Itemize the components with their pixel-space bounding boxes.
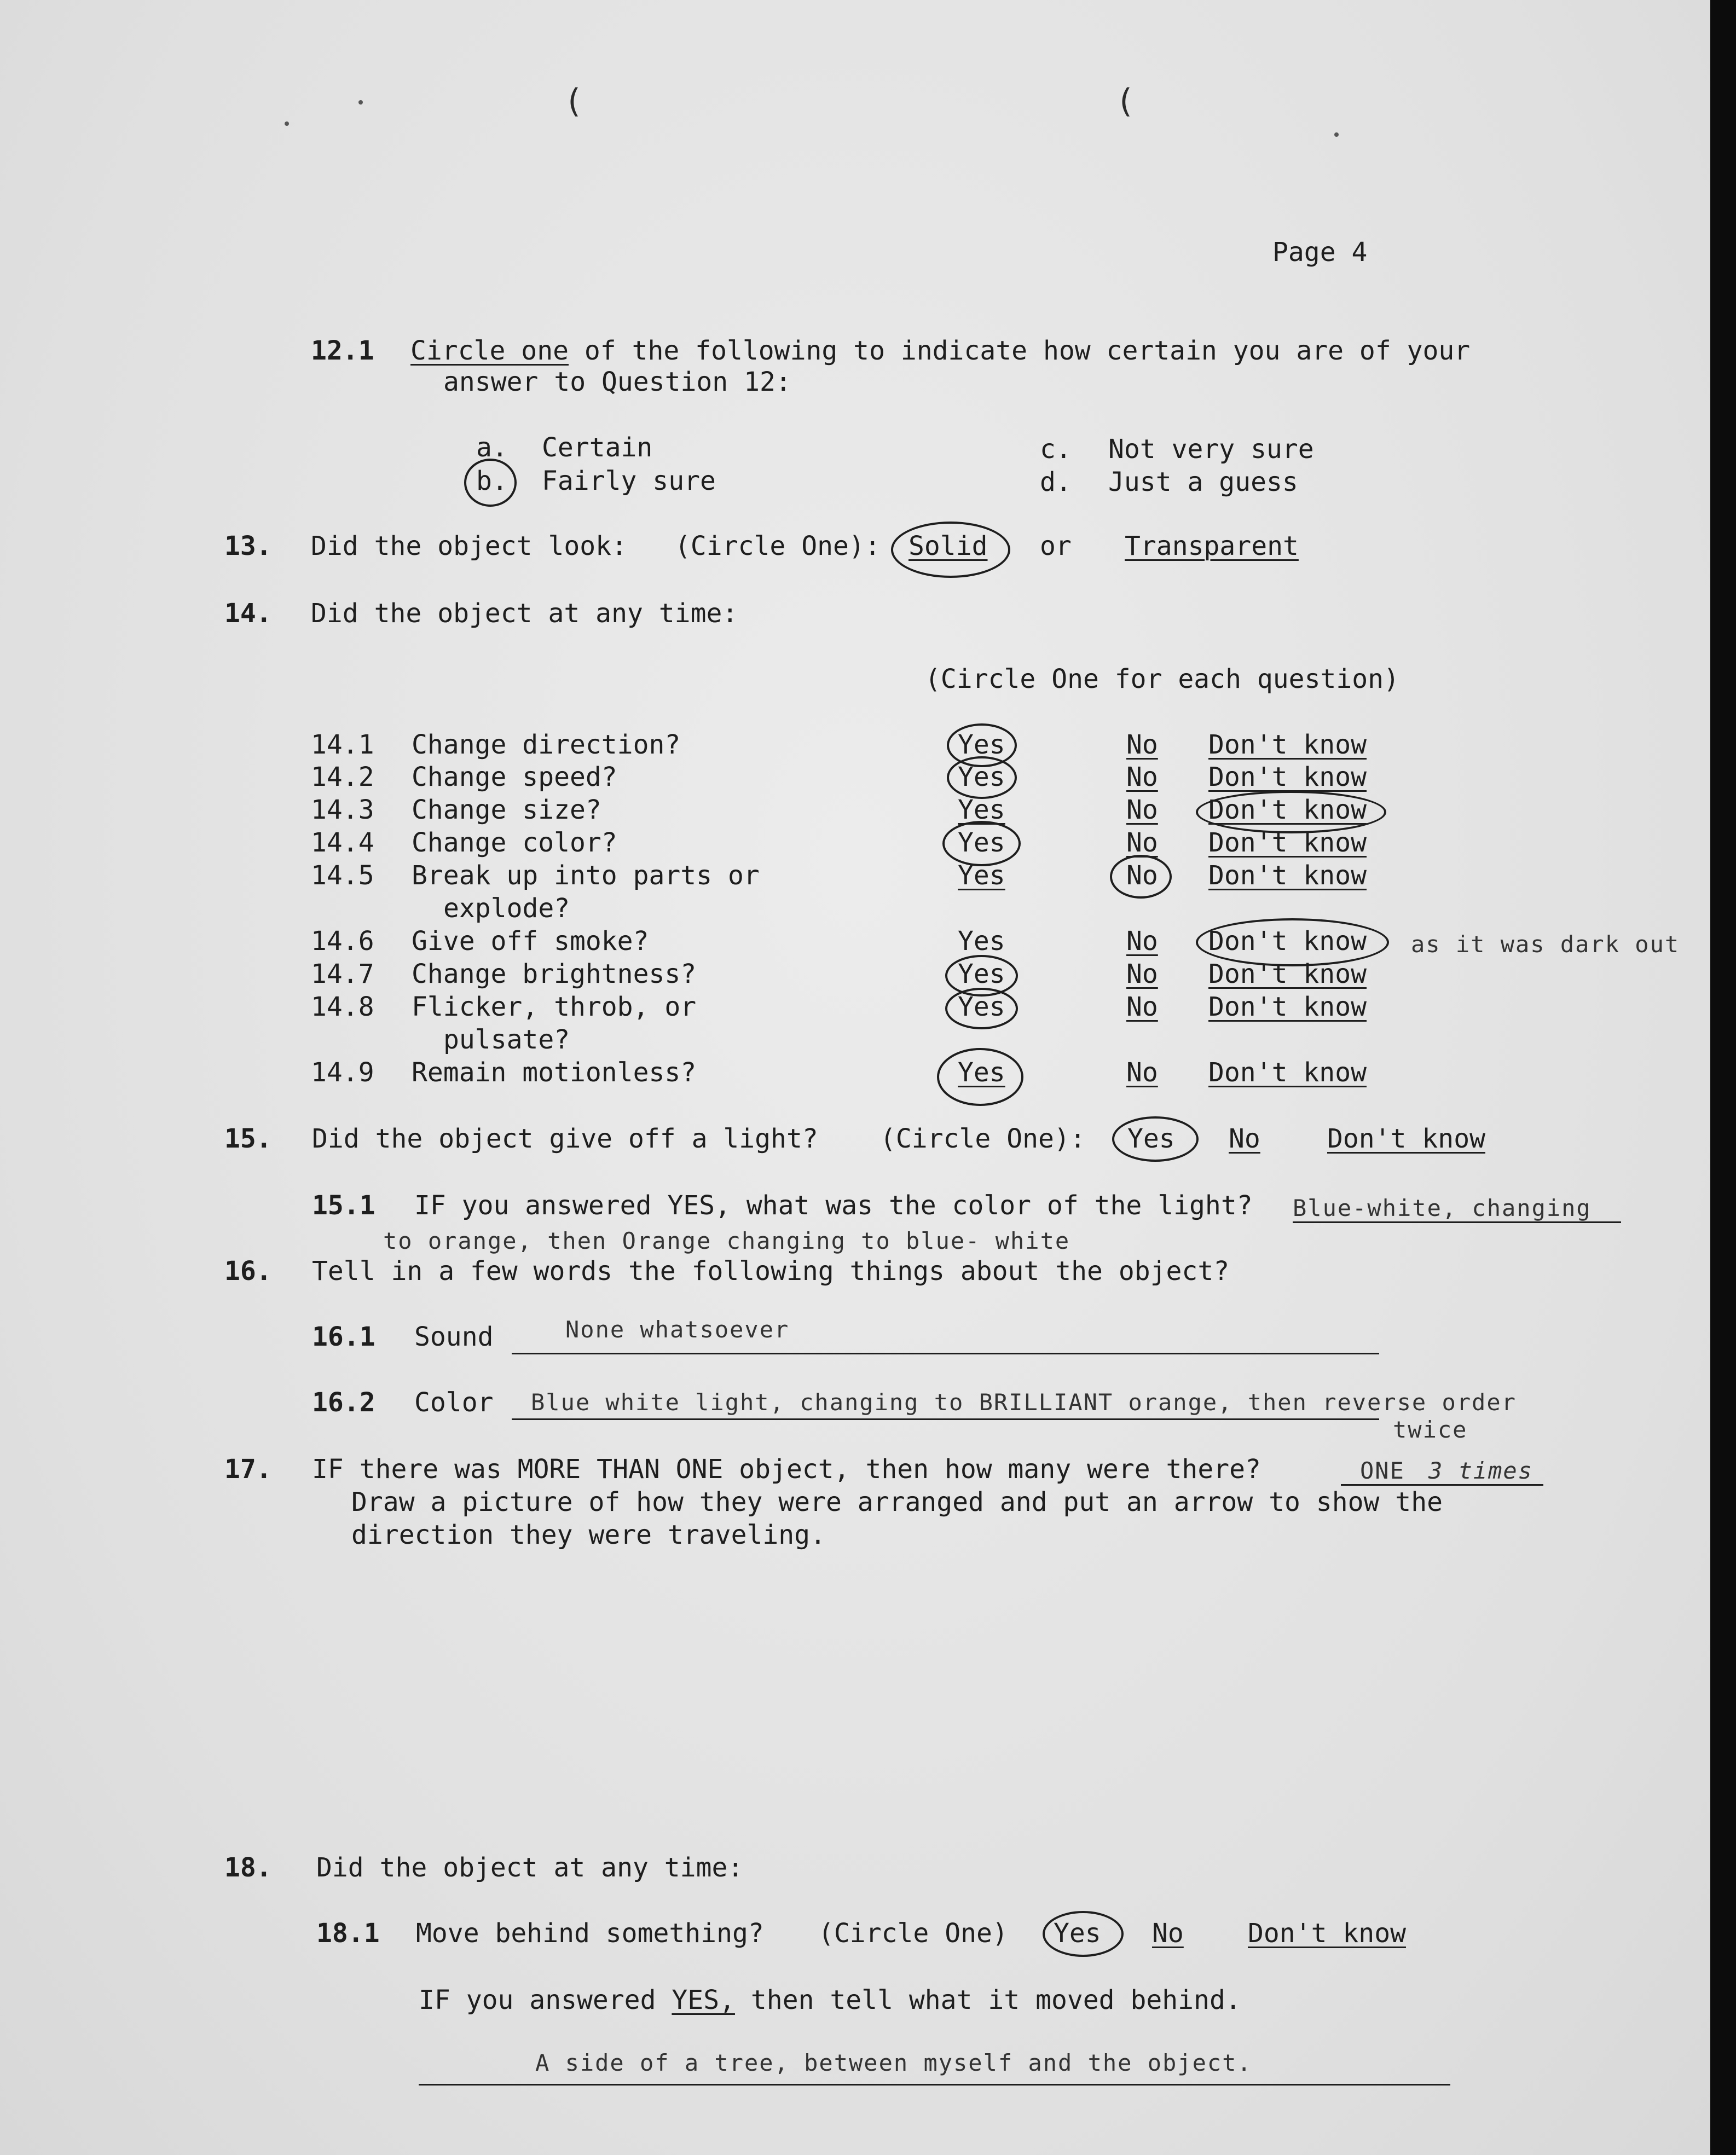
q14-4-yes-circle [942,821,1021,866]
q13-or: or [1040,531,1072,561]
q14-5-number: 14.5 [311,860,374,891]
q12-option-a: Certain [542,432,653,463]
page-label: Page 4 [1272,237,1368,268]
q14-7-question: Change brightness? [412,959,697,989]
q14-9-number: 14.9 [311,1057,374,1088]
q14-7-dontknow: Don't know [1208,959,1367,989]
q15-circle-one: (Circle One): [880,1123,1086,1154]
q13-number: 13. [224,531,272,561]
q12-1-text-line2: answer to Question 12: [443,367,791,397]
q14-6-yes: Yes [958,926,1005,957]
punch-mark-left: ( [564,82,584,120]
q17-answer-line [1341,1484,1543,1486]
q14-5-no-circle [1110,855,1172,899]
q14-7-no: No [1126,959,1158,989]
q18-1-number: 18.1 [316,1918,380,1949]
q14-2-no: No [1126,762,1158,792]
q14-3-number: 14.3 [311,795,374,825]
q14-4-question: Change color? [412,827,617,858]
q15-text: Did the object give off a light? [312,1123,818,1154]
q17-line3: direction they were traveling. [351,1520,826,1550]
q12-1-number: 12.1 [311,335,374,366]
q12-option-c: Not very sure [1108,434,1314,465]
q14-6-dontknow: Don't know [1208,926,1367,957]
q14-6-number: 14.6 [311,926,374,957]
q14-6-question: Give off smoke? [412,926,649,957]
speck [285,121,289,126]
q14-2-dontknow: Don't know [1208,762,1367,792]
q13-transparent: Transparent [1125,531,1299,561]
q14-8-question: Flicker, throb, or [412,992,697,1022]
q14-9-yes-circle [937,1048,1023,1106]
q16-number: 16. [224,1256,272,1287]
q14-5-dontknow: Don't know [1208,860,1367,891]
q14-4-dontknow: Don't know [1208,827,1367,858]
q14-6-note: as it was dark out [1411,931,1680,958]
q14-header: (Circle One for each question) [925,664,1399,694]
q14-1-yes: Yes [958,729,1005,760]
q14-8-yes-circle [945,988,1018,1029]
q14-4-yes: Yes [958,827,1005,858]
q13-text: Did the object look: [311,531,627,561]
punch-mark-right: ( [1115,82,1136,120]
q14-1-number: 14.1 [311,729,374,760]
q15-number: 15. [224,1123,272,1154]
q14-8-yes: Yes [958,992,1005,1022]
q16-2-number: 16.2 [312,1387,375,1418]
q14-3-yes: Yes [958,795,1005,825]
q18-number: 18. [224,1852,272,1883]
q15-1-answer-line1: Blue-white, changing [1293,1195,1592,1221]
q18-if-line: IF you answered YES, then tell what it moved behind. [419,1985,1241,2015]
q18-1-yes-circle [1043,1911,1124,1957]
q14-5-no: No [1126,860,1158,891]
q15-1-answer-underline [1293,1221,1621,1223]
q18-answer: A side of a tree, between myself and the object. [535,2049,1252,2076]
q12-option-c-key: c. [1040,434,1072,465]
q14-8-question-line2: pulsate? [443,1024,570,1055]
q14-9-dontknow: Don't know [1208,1057,1367,1088]
q16-2-answer-line [512,1418,1379,1420]
speck [1334,132,1339,137]
q14-8-dontknow: Don't know [1208,992,1367,1022]
q16-1-number: 16.1 [312,1322,375,1352]
q14-9-yes: Yes [958,1057,1005,1088]
q17-number: 17. [224,1454,272,1485]
q14-8-no: No [1126,992,1158,1022]
speck [358,100,363,105]
q17-line1: IF there was MORE THAN ONE object, then how many were there? [312,1454,1261,1485]
q12-option-b-key: b. [476,466,508,496]
q14-3-no: No [1126,795,1158,825]
q18-answer-line [419,2084,1450,2086]
q14-1-no: No [1126,729,1158,760]
q14-5-yes: Yes [958,860,1005,891]
q16-1-answer-line [512,1353,1379,1354]
q18-1-text: Move behind something? [416,1918,764,1949]
scan-edge [1710,0,1736,2155]
q18-text: Did the object at any time: [316,1852,744,1883]
q18-1-dontknow: Don't know [1248,1918,1406,1949]
q14-4-number: 14.4 [311,827,374,858]
q15-no: No [1229,1123,1260,1154]
q14-7-yes: Yes [958,959,1005,989]
q14-9-question: Remain motionless? [412,1057,697,1088]
q12-option-d: Just a guess [1108,467,1298,497]
q14-2-yes-circle [947,756,1017,799]
q14-3-dontknow: Don't know [1208,795,1367,825]
q17-answer: ONE [1360,1457,1405,1484]
q14-2-number: 14.2 [311,762,374,792]
q14-8-number: 14.8 [311,992,374,1022]
q14-7-number: 14.7 [311,959,374,989]
q18-1-no: No [1152,1918,1184,1949]
q18-1-yes: Yes [1054,1918,1101,1949]
q14-5-question: Break up into parts or [412,860,760,891]
q14-4-no: No [1126,827,1158,858]
q12-option-b-circle [464,459,517,507]
q16-text: Tell in a few words the following things about the object? [312,1256,1230,1287]
q12-1-text: Circle one of the following to indicate how certain you are of your [410,335,1471,366]
q12-option-d-key: d. [1040,467,1072,497]
q15-1-number: 15.1 [312,1190,375,1221]
q14-5-question-line2: explode? [443,893,570,924]
q15-dontknow: Don't know [1327,1123,1485,1154]
q16-2-label: Color [414,1387,494,1418]
q14-2-yes: Yes [958,762,1005,792]
q14-1-dontknow: Don't know [1208,729,1367,760]
q15-1-text: IF you answered YES, what was the color of the light? [414,1190,1253,1221]
q17-line2: Draw a picture of how they were arranged and put an arrow to show the [351,1487,1443,1517]
q14-9-no: No [1126,1057,1158,1088]
q15-1-answer-line2: to orange, then Orange changing to blue- white [383,1227,1070,1254]
q13-solid-circle [891,522,1010,578]
q13-circle-one: (Circle One): [675,531,881,561]
q14-1-question: Change direction? [412,729,681,760]
q15-yes-circle [1112,1116,1199,1162]
q14-number: 14. [224,598,272,629]
q14-3-question: Change size? [412,795,601,825]
q16-1-label: Sound [414,1322,494,1352]
q17-answer-note: 3 times [1428,1457,1534,1484]
q18-1-circle-one: (Circle One) [818,1918,1008,1949]
q12-option-a-key: a. [476,432,508,463]
q14-2-question: Change speed? [412,762,617,792]
q16-1-answer: None whatsoever [565,1316,790,1343]
q16-2-answer: Blue white light, changing to BRILLIANT orange, then reverse order [531,1389,1517,1416]
q12-option-b: Fairly sure [542,466,716,496]
q14-text: Did the object at any time: [311,598,738,629]
q16-2-answer-line2: twice [1393,1416,1468,1443]
q14-6-no: No [1126,926,1158,957]
q15-yes: Yes [1127,1123,1175,1154]
q13-solid: Solid [908,531,988,561]
